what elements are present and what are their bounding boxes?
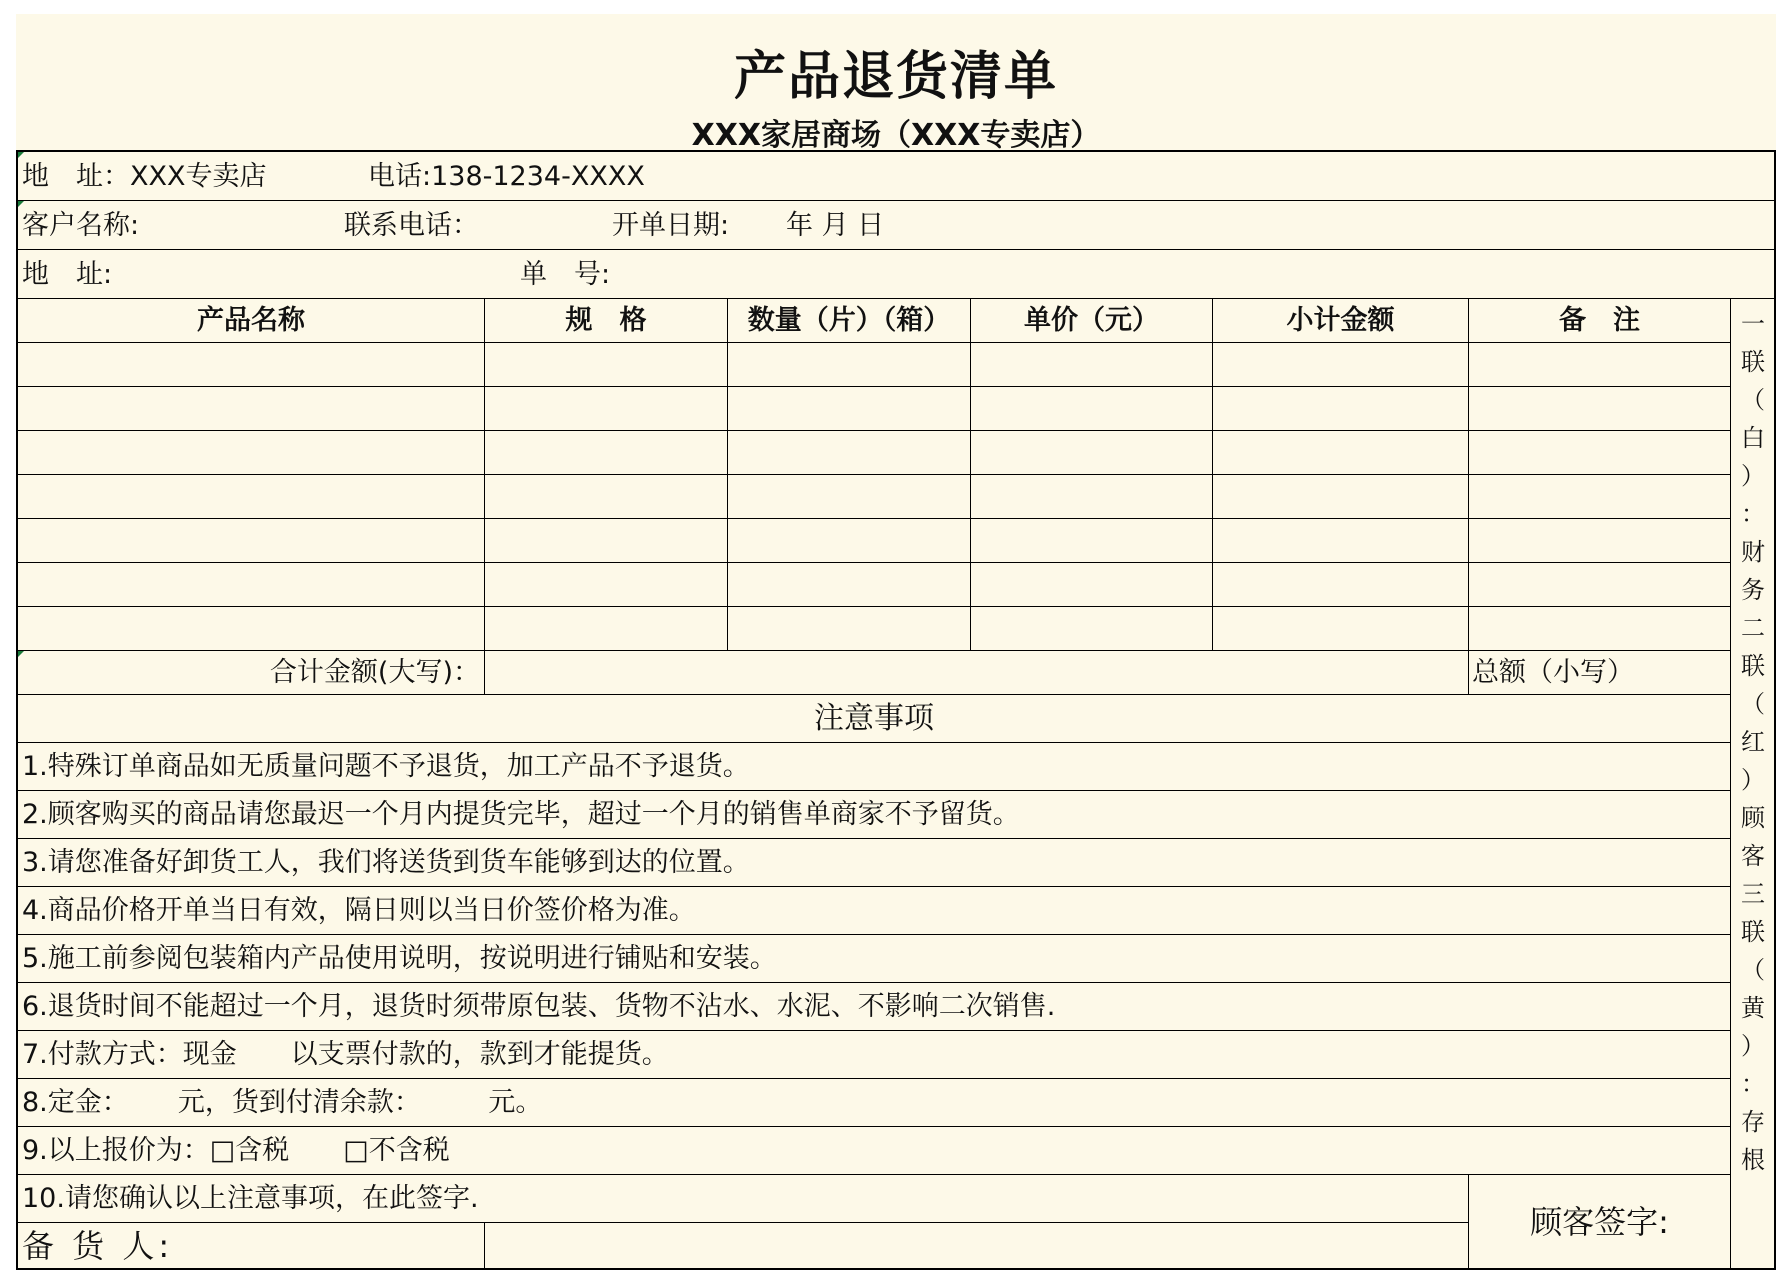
copy-note-char: 联 — [1741, 348, 1765, 376]
copy-note-char: 财 — [1741, 538, 1765, 566]
copy-note-char: ： — [1741, 500, 1765, 528]
address-label: 地 址: — [22, 258, 113, 290]
customer-signature-label: 顾客签字: — [1530, 1202, 1669, 1241]
copy-note-char: 二 — [1741, 614, 1765, 642]
copy-note-char: ） — [1741, 766, 1765, 794]
total-upper-label: 合计金额(大写)： — [269, 657, 480, 688]
note-item: 2.顾客购买的商品请您最迟一个月内提货完毕，超过一个月的销售单商家不予留货。 — [22, 799, 1020, 830]
copy-note-char: （ — [1741, 690, 1765, 718]
copy-note-char: 白 — [1741, 424, 1765, 452]
copy-note-char: 存 — [1741, 1108, 1765, 1136]
header-remarks: 备 注 — [1559, 305, 1640, 336]
note-item: 6.退货时间不能超过一个月，退货时须带原包装、货物不沾水、水泥、不影响二次销售. — [22, 991, 1056, 1022]
header-unit-price: 单价（元） — [1024, 305, 1159, 336]
copy-note-char: 一 — [1741, 310, 1765, 338]
header-subtotal: 小计金额 — [1286, 305, 1395, 336]
copy-note-char: 顾 — [1741, 804, 1765, 832]
copy-note-char: 红 — [1741, 728, 1765, 756]
note-item: 4.商品价格开单当日有效，隔日则以当日价签价格为准。 — [22, 895, 696, 926]
copy-note-char: 联 — [1741, 918, 1765, 946]
form-subtitle: XXX家居商场（XXX专卖店） — [691, 118, 1101, 153]
copy-note-char: 联 — [1741, 652, 1765, 680]
note-item: 7.付款方式：现金 以支票付款的，款到才能提货。 — [22, 1039, 669, 1070]
copy-note-char: ） — [1741, 462, 1765, 490]
copy-note-char: 务 — [1741, 576, 1765, 604]
note-item: 8.定金： 元，货到付清余款： 元。 — [22, 1087, 543, 1118]
note-item: 9.以上报价为：□含税 □不含税 — [22, 1135, 450, 1166]
form-grid — [16, 150, 1776, 1270]
copy-note-char: ： — [1741, 1070, 1765, 1098]
copy-note-char: ） — [1741, 1032, 1765, 1060]
header-quantity: 数量（片）（箱） — [747, 305, 951, 336]
copy-note-char: 三 — [1741, 880, 1765, 908]
note-item: 3.请您准备好卸货工人，我们将送货到货车能够到达的位置。 — [22, 847, 750, 878]
date-label: 开单日期: — [612, 209, 730, 241]
copy-note-char: 黄 — [1741, 994, 1765, 1022]
customer-name-label: 客户名称: — [22, 209, 140, 241]
header-spec: 规 格 — [565, 305, 647, 336]
note-item: 1.特殊订单商品如无质量问题不予退货，加工产品不予退货。 — [22, 751, 750, 782]
contact-phone-label: 联系电话： — [344, 209, 479, 241]
copy-note-char: 客 — [1741, 842, 1765, 870]
copy-note-char: （ — [1741, 386, 1765, 414]
stocker-label: 备 货 人: — [22, 1226, 174, 1265]
return-form-sheet — [16, 14, 1776, 1270]
note-item: 10.请您确认以上注意事项，在此签字. — [22, 1183, 479, 1214]
copy-note-char: （ — [1741, 956, 1765, 984]
notes-heading: 注意事项 — [814, 700, 934, 736]
form-title: 产品退货清单 — [733, 47, 1058, 107]
phone-number: 电话:138-1234-XXXX — [368, 160, 645, 192]
order-number-label: 单 号: — [520, 258, 611, 290]
copy-distribution-note — [1730, 305, 1776, 1268]
date-value: 年 月 日 — [786, 209, 885, 241]
header-product-name: 产品名称 — [197, 305, 305, 336]
total-lower-label: 总额（小写） — [1472, 657, 1634, 688]
copy-note-char: 根 — [1741, 1146, 1765, 1174]
address-store: 地 址：XXX专卖店 — [22, 160, 267, 192]
note-item: 5.施工前参阅包装箱内产品使用说明，按说明进行铺贴和安装。 — [22, 943, 777, 974]
